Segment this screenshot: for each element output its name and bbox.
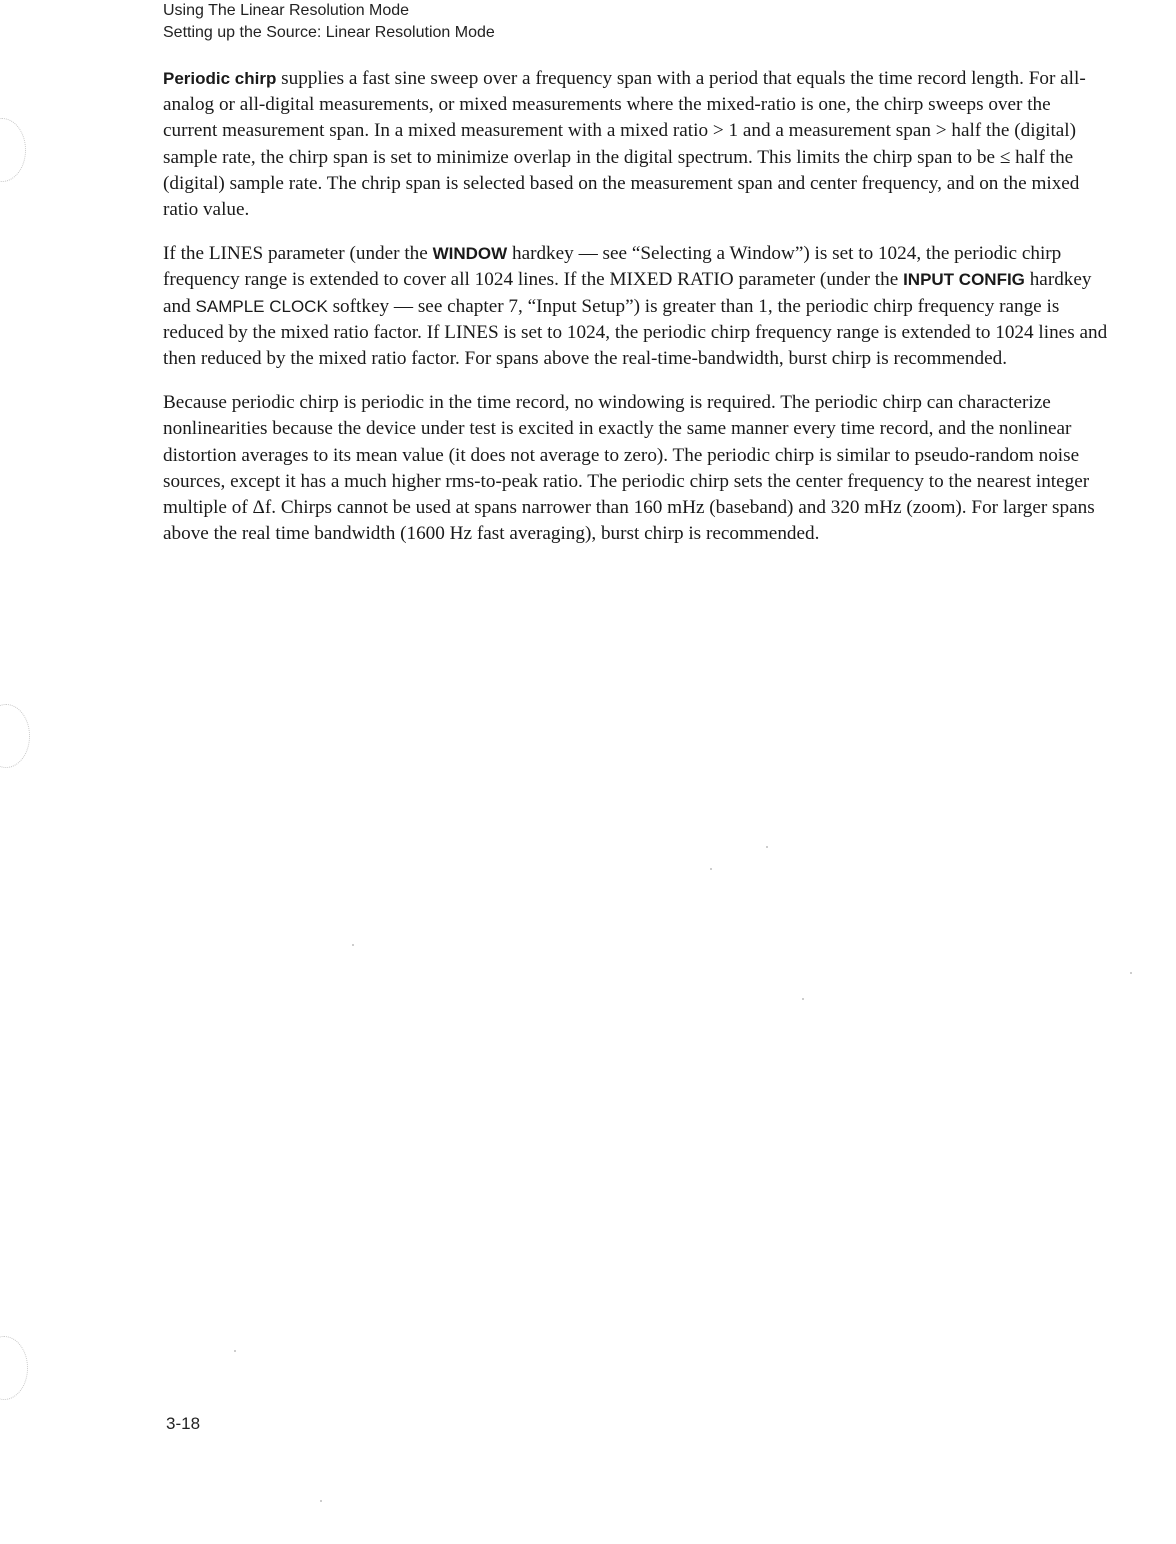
scan-speck <box>234 1350 236 1352</box>
scan-speck <box>1130 972 1132 974</box>
hardkey-input-config: INPUT CONFIG <box>903 270 1025 290</box>
paragraph-windowing <box>163 390 1108 547</box>
paragraph-2-text-d: softkey — see chapter 7, “Input Setup”) is greater than 1, the periodic chirp frequency range is reduced by the mixed ratio factor. If LINES is set to 1024, the periodic chirp frequency range is extended to 1024 lines and then reduced by the mixed ratio factor. For spans above the real-time-bandwidth, burst chirp is recommended. <box>163 295 1108 370</box>
paragraph-2-text-b: hardkey — see “Selecting a Window”) is set to 1024, the periodic chirp frequency range is extended to cover all 1024 lines. If the MIXED RATIO parameter (under the <box>163 243 1062 291</box>
softkey-sample-clock: SAMPLE CLOCK <box>195 296 328 316</box>
scan-speck <box>710 868 712 870</box>
term-periodic-chirp: Periodic chirp <box>163 69 277 88</box>
body-text <box>163 66 1108 565</box>
page-number: 3-18 <box>166 1414 201 1433</box>
paragraph-3-text: Because periodic chirp is periodic in the time record, no windowing is required. The periodic chirp can characterize nonlinearities because the device under test is excited in exactly the same manner every time record, and the nonlinear distortion averages to its mean value (it does not average to zero). The periodic chirp is similar to pseudo-random noise sources, except it has a much higher rms-to-peak ratio. The periodic chirp sets the center frequency to the nearest integer multiple of Δf. Chirps cannot be used at spans narrower than 160 mHz (baseband) and 320 mHz (zoom). For larger spans above the real time bandwidth (1600 Hz fast averaging), burst chirp is recommended. <box>163 392 1095 545</box>
hardkey-window: WINDOW <box>432 244 508 264</box>
paragraph-lines-parameter <box>163 241 1108 372</box>
running-header <box>163 0 495 44</box>
punch-hole-middle <box>0 704 30 768</box>
paragraph-2-text-c: hardkey and <box>163 269 1092 317</box>
scan-speck <box>352 944 354 946</box>
paragraph-2-text-a: If the LINES parameter (under the <box>163 243 433 265</box>
scan-speck <box>766 846 768 848</box>
paragraph-periodic-chirp <box>163 66 1108 223</box>
header-section-title: Setting up the Source: Linear Resolution Mode <box>163 24 495 41</box>
scan-speck <box>802 998 804 1000</box>
punch-hole-bottom <box>0 1336 28 1400</box>
paragraph-1-text: supplies a fast sine sweep over a frequency span with a period that equals the time record length. For all-analog or all-digital measurements, or mixed measurements where the mixed-ratio is one, the chirp sweeps over the current measurement span. In a mixed measurement with a mixed ratio > 1 and a measurement span > half the (digital) sample rate, the chirp span is set to minimize overlap in the digital spectrum. This limits the chirp span to be ≤ half the (digital) sample rate. The chrip span is selected based on the measurement span and center frequency, and on the mixed ratio value. <box>163 68 1086 221</box>
punch-hole-top <box>0 118 26 182</box>
header-chapter-title: Using The Linear Resolution Mode <box>163 2 410 19</box>
scan-speck <box>320 1500 322 1502</box>
